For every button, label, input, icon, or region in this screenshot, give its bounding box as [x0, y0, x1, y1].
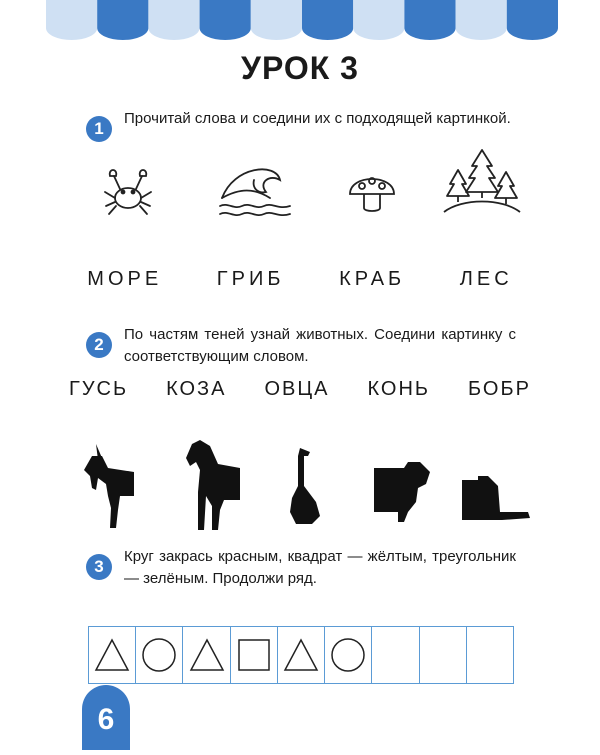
crab-icon[interactable] [98, 162, 158, 222]
page-title: УРОК 3 [241, 50, 359, 86]
word-les[interactable]: ЛЕС [459, 268, 513, 290]
task-number-3: 3 [86, 554, 112, 580]
sequence-cell[interactable] [89, 627, 136, 683]
awning-stripe [353, 0, 404, 40]
shape-sequence-grid [88, 626, 514, 684]
awning-stripe [456, 0, 507, 40]
awning-stripe [148, 0, 199, 40]
sequence-empty-cell[interactable] [420, 627, 467, 683]
mushroom-icon[interactable] [344, 164, 400, 220]
word-gus[interactable]: ГУСЬ [68, 378, 129, 400]
circle-shape[interactable] [330, 637, 366, 673]
sequence-cell[interactable] [325, 627, 372, 683]
task-number-1: 1 [86, 116, 112, 142]
triangle-shape[interactable] [94, 637, 130, 673]
sequence-cell[interactable] [278, 627, 325, 683]
sheep-silhouette[interactable] [368, 458, 434, 524]
circle-shape[interactable] [141, 637, 177, 673]
word-more[interactable]: МОРЕ [87, 268, 163, 290]
word-koza[interactable]: КОЗА [166, 378, 227, 400]
triangle-shape[interactable] [189, 637, 225, 673]
word-krab[interactable]: КРАБ [339, 268, 406, 290]
task1-instruction: Прочитай слова и соедини их с подходящей картинкой. [124, 110, 511, 127]
forest-icon[interactable] [442, 146, 522, 218]
task-number-2: 2 [86, 332, 112, 358]
sequence-empty-cell[interactable] [467, 627, 513, 683]
word-bobr[interactable]: БОБР [468, 378, 531, 400]
awning-stripe [404, 0, 455, 40]
awning-stripe [507, 0, 558, 40]
goat-silhouette[interactable] [78, 440, 142, 532]
awning-stripe [251, 0, 302, 40]
sequence-empty-cell[interactable] [372, 627, 419, 683]
task1-word-list [60, 268, 540, 291]
page-number-badge: 6 [82, 685, 130, 750]
sequence-cell[interactable] [231, 627, 278, 683]
sequence-cell[interactable] [136, 627, 183, 683]
goose-silhouette[interactable] [286, 446, 326, 530]
wave-icon[interactable] [214, 158, 296, 220]
word-ovca[interactable]: ОВЦА [264, 378, 330, 400]
word-kon[interactable]: КОНЬ [367, 378, 431, 400]
awning-stripe [97, 0, 148, 40]
task2-word-list [50, 378, 550, 401]
word-grib[interactable]: ГРИБ [216, 268, 285, 290]
awning-stripe [46, 0, 97, 40]
beaver-silhouette[interactable] [458, 472, 534, 524]
awning-stripe [302, 0, 353, 40]
triangle-shape[interactable] [283, 637, 319, 673]
horse-silhouette[interactable] [180, 436, 246, 532]
square-shape[interactable] [236, 637, 272, 673]
sequence-cell[interactable] [183, 627, 230, 683]
task3-instruction: Круг закрась красным, квадрат — жёлтым, треугольник — зелёным. Продолжи ряд. [124, 548, 516, 587]
awning-decoration [46, 0, 558, 40]
awning-stripe [200, 0, 251, 40]
task2-instruction: По частям теней узнай животных. Соедини картинку с соответствующим словом. [124, 326, 516, 365]
